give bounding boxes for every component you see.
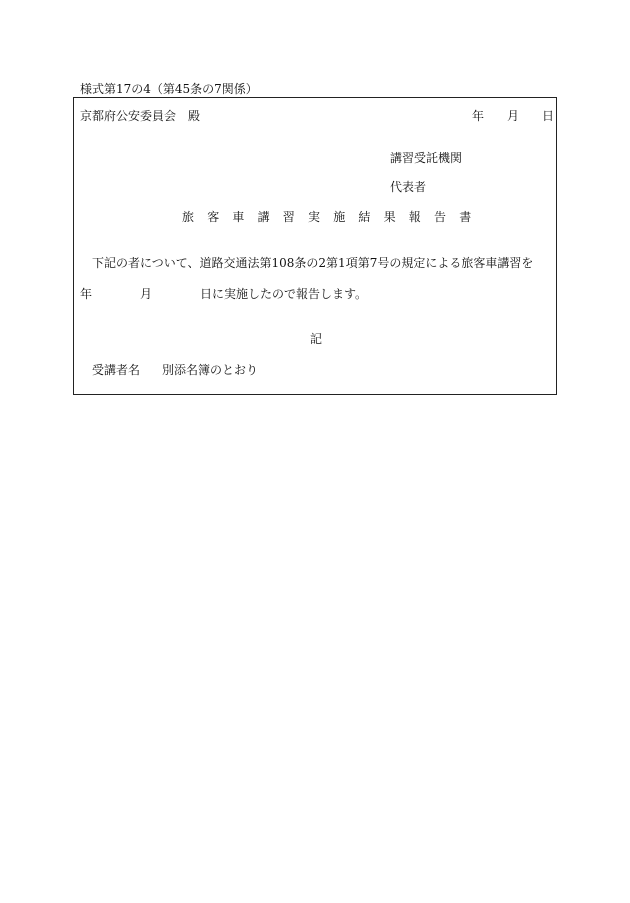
body-line-1: 下記の者について、道路交通法第108条の2第1項第7号の規定による旅客車講習を — [92, 256, 534, 270]
document-title: 旅客車講習実施結果報告書 — [182, 210, 485, 224]
date-month-label: 月 — [507, 109, 520, 123]
body-line-2-year: 年 — [80, 287, 93, 301]
addressee: 京都府公安委員会 殿 — [80, 109, 201, 123]
body-line-2-month: 月 — [140, 287, 153, 301]
date-year-label: 年 — [472, 109, 485, 123]
report-form-frame — [73, 97, 557, 395]
representative-label: 代表者 — [390, 180, 427, 194]
note-heading: 記 — [310, 332, 323, 346]
organization-label: 講習受託機関 — [390, 151, 463, 165]
body-line-2-rest: 日に実施したので報告します。 — [200, 287, 368, 301]
attendee-value: 別添名簿のとおり — [162, 363, 259, 377]
form-identifier: 様式第17の4（第45条の7関係） — [80, 82, 258, 96]
date-day-label: 日 — [542, 109, 555, 123]
attendee-label: 受講者名 — [92, 363, 141, 377]
